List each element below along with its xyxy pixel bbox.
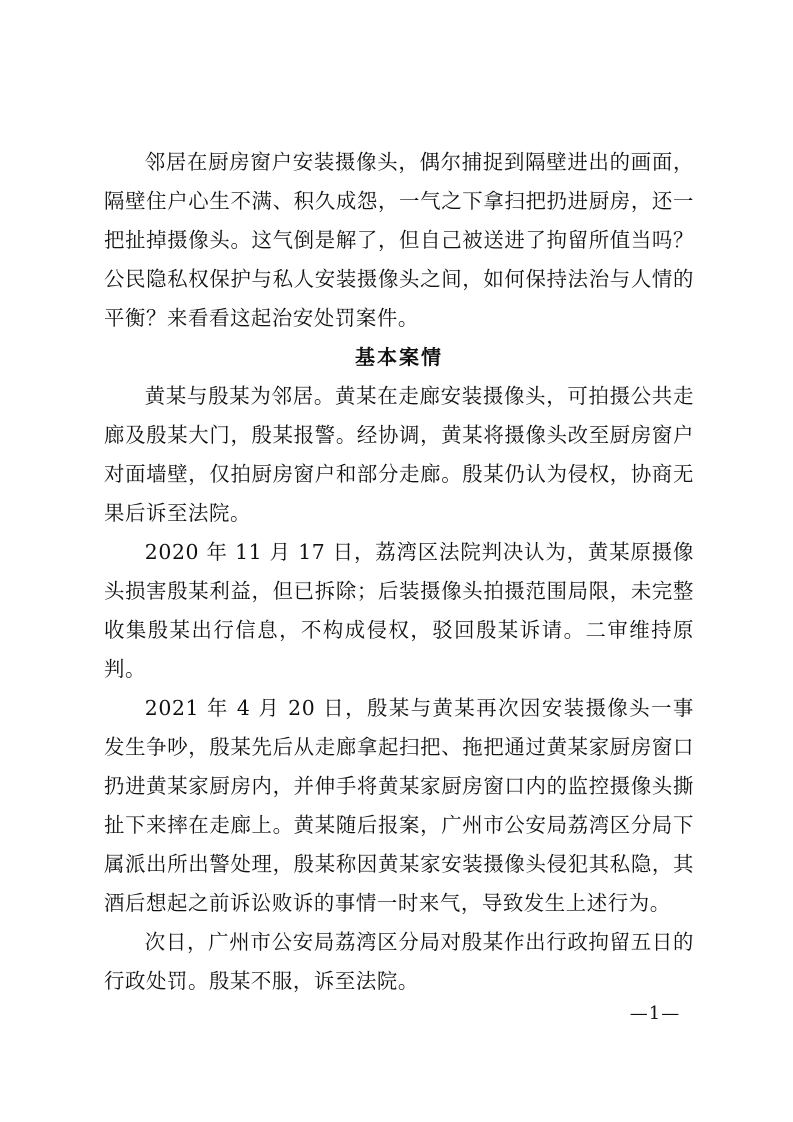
case-paragraph-2: 2020 年 11 月 17 日，荔湾区法院判决认为，黄某原摄像头损害殷某利益，但已拆除；后装摄像头拍摄范围局限，未完整收集殷某出行信息，不构成侵权，驳回殷某诉请。二审维持原判。: [104, 540, 694, 681]
document-body: [104, 143, 694, 1001]
section-heading: 基本案情: [355, 345, 443, 369]
case-paragraph-1: 黄某与殷某为邻居。黄某在走廊安装摄像头，可拍摄公共走廊及殷某大门，殷某报警。经协调，黄某将摄像头改至厨房窗户对面墙壁，仅拍厨房窗户和部分走廊。殷某仍认为侵权，协商无果后诉至法院。: [104, 384, 694, 525]
page-number: —1—: [629, 1003, 681, 1024]
intro-paragraph: 邻居在厨房窗户安装摄像头，偶尔捕捉到隔壁进出的画面，隔壁住户心生不满、积久成怨，一气之下拿扫把扔进厨房，还一把扯掉摄像头。这气倒是解了，但自己被送进了拘留所值当吗？公民隐私权保护与私人安装摄像头之间，如何保持法治与人情的平衡？来看看这起治安处罚案件。: [104, 150, 694, 330]
case-paragraph-4: 次日，广州市公安局荔湾区分局对殷某作出行政拘留五日的行政处罚。殷某不服，诉至法院。: [104, 930, 694, 993]
case-paragraph-3: 2021 年 4 月 20 日，殷某与黄某再次因安装摄像头一事发生争吵，殷某先后从走廊拿起扫把、拖把通过黄某家厨房窗口扔进黄某家厨房内，并伸手将黄某家厨房窗口内的监控摄像头撕扯下来摔在走廊上。黄某随后报案，广州市公安局荔湾区分局下属派出所出警处理，殷某称因黄某家安装摄像头侵犯其私隐，其酒后想起之前诉讼败诉的事情一时来气，导致发生上述行为。: [104, 696, 694, 915]
